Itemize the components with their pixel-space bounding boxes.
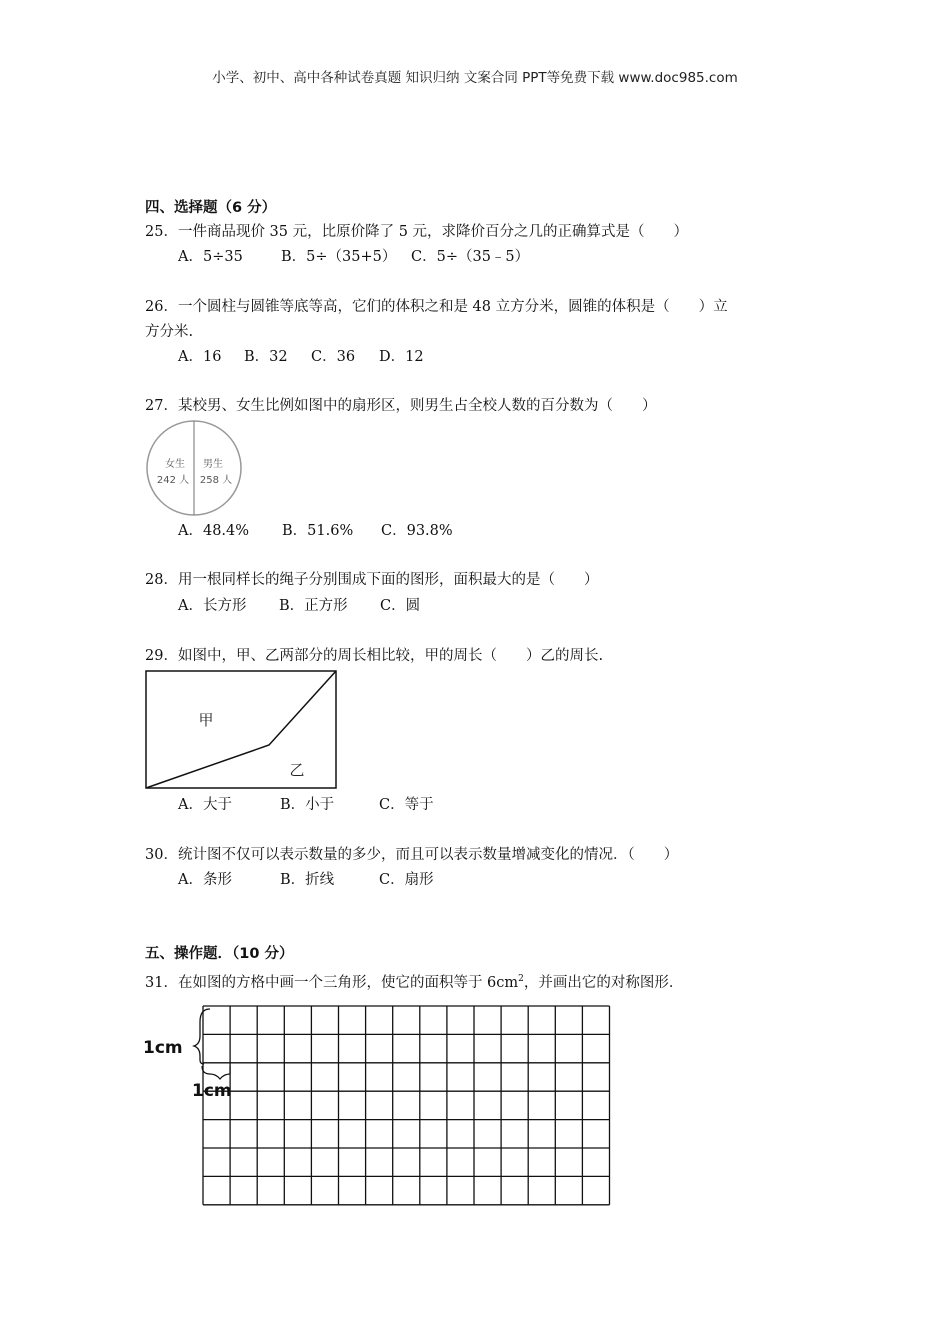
question-30: 30．统计图不仅可以表示数量的多少，而且可以表示数量增减变化的情况．（ ） (145, 847, 679, 863)
option-a: A．5÷35 (178, 249, 243, 265)
question-26-options (178, 347, 424, 367)
figure-rectangle (146, 671, 336, 788)
question-30-options (178, 870, 434, 890)
option-a: A．48.4% (178, 523, 250, 539)
question-27-options (178, 521, 453, 541)
vertical-brace (194, 1009, 210, 1064)
figure-label-jia: 甲 (198, 711, 214, 729)
grid-label-horizontal: 1cm (192, 1081, 232, 1101)
question-26-line1: 26．一个圆柱与圆锥等底等高，它们的体积之和是 48 立方分米，圆锥的体积是（ ）立 (145, 299, 728, 315)
option-a: A．条形 (178, 872, 232, 888)
horizontal-brace (202, 1066, 230, 1079)
pie-chart (145, 420, 245, 520)
pie-label-boys: 男生 (203, 459, 223, 470)
figure-label-yi: 乙 (289, 761, 305, 779)
question-29: 29．如图中，甲、乙两部分的周长相比较，甲的周长（ ）乙的周长. (145, 648, 604, 664)
option-a: A．大于 (178, 797, 232, 813)
option-d: D．12 (379, 349, 424, 365)
option-b: B．正方形 (279, 598, 348, 614)
option-c: C．等于 (379, 797, 434, 813)
option-c: C．36 (311, 349, 356, 365)
option-b: B．5÷（35+5） (281, 249, 397, 265)
pie-label-girls: 女生 (165, 459, 185, 470)
option-c: C．圆 (380, 598, 421, 614)
question-27: 27．某校男、女生比例如图中的扇形区，则男生占全校人数的百分数为（ ） (145, 398, 657, 414)
pie-value-boys: 258 人 (199, 475, 233, 486)
option-c: C．5÷（35﹣5） (411, 249, 530, 265)
option-b: B．51.6% (282, 523, 354, 539)
question-25-options (178, 247, 529, 267)
question-31 (145, 969, 683, 993)
question-31-text-end: ，并画出它的对称图形． (523, 974, 684, 991)
question-29-options (178, 795, 434, 815)
question-25: 25．一件商品现价 35 元，比原价降了 5 元，求降价百分之几的正确算式是（ ） (145, 224, 689, 240)
question-28: 28．用一根同样长的绳子分别围成下面的图形，面积最大的是（ ） (145, 572, 599, 588)
section-4-title: 四、选择题（6 分） (145, 200, 277, 216)
grid-label-vertical: 1cm (143, 1038, 183, 1058)
square-grid (140, 1000, 660, 1215)
option-a: A．长方形 (178, 598, 247, 614)
section-5-title: 五、操作题．（10 分） (145, 946, 294, 962)
question-26-line2: 方分米. (145, 324, 194, 340)
option-b: B．小于 (280, 797, 335, 813)
question-28-options (178, 596, 420, 616)
question-31-text: 31．在如图的方格中画一个三角形，使它的面积等于 6cm (145, 974, 519, 991)
option-b: B．折线 (280, 872, 335, 888)
question-31-superscript: 2 (518, 974, 524, 984)
pie-value-girls: 242 人 (156, 475, 190, 486)
perimeter-figure (144, 669, 339, 791)
option-c: C．扇形 (379, 872, 434, 888)
page-header: 小学、初中、高中各种试卷真题 知识归纳 文案合同 PPT等免费下载 www.doc985.com (212, 70, 738, 86)
option-b: B．32 (244, 349, 288, 365)
option-a: A．16 (178, 349, 222, 365)
option-c: C．93.8% (381, 523, 453, 539)
